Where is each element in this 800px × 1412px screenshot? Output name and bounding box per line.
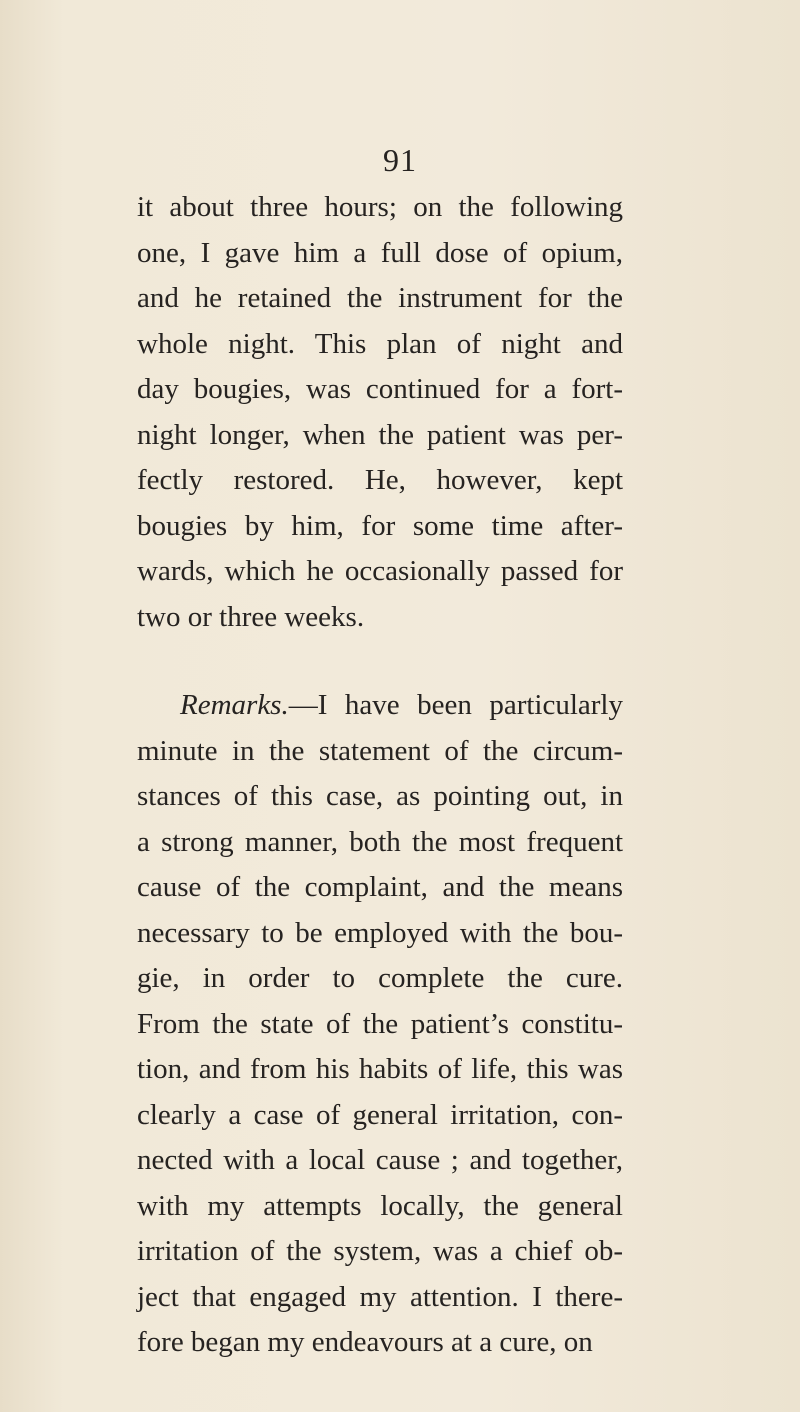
text-line: whole night. This plan of night and [137,327,623,360]
text-line: necessary to be employed with the bou- [137,916,623,949]
text-line: cause of the complaint, and the means [137,871,623,903]
text-line: nected with a local cause ; and together, [137,1144,623,1176]
text-line: and he retained the instrument for the [137,282,623,314]
text-line: tion, and from his habits of life, this was [137,1053,623,1085]
text-line: it about three hours; on the following [137,191,623,223]
text-line: a strong manner, both the most frequent [137,825,623,858]
paragraph-2 [137,683,623,1366]
text-line: minute in the statement of the circum- [137,734,623,767]
text-line-first [137,683,623,729]
remarks-first-line-text: —I have been particularly [288,689,623,721]
body-text [137,185,623,1366]
paragraph-gap [137,640,623,683]
text-line: gie, in order to complete the cure. [137,962,623,994]
page-number: 91 [383,142,417,178]
text-line: stances of this case, as pointing out, in [137,780,623,812]
text-line: ject that engaged my attention. I there- [137,1280,623,1313]
text-line: bougies by him, for some time after- [137,509,623,542]
text-line: fectly restored. He, however, kept [137,464,623,496]
text-line: From the state of the patient’s constitu- [137,1007,623,1040]
remarks-heading: Remarks. [180,689,289,721]
text-line: with my attempts locally, the general [137,1189,623,1222]
text-line: irritation of the system, was a chief ob- [137,1235,623,1267]
text-line: wards, which he occasionally passed for [137,555,623,587]
text-line: night longer, when the patient was per- [137,418,623,451]
text-line: one, I gave him a full dose of opium, [137,236,623,269]
text-line: two or three weeks. [137,600,365,633]
text-line: day bougies, was continued for a fort- [137,373,623,405]
text-line: clearly a case of general irritation, con- [137,1098,623,1131]
paragraph-1 [137,185,623,640]
text-line: fore began my endeavours at a cure, on [137,1326,593,1358]
